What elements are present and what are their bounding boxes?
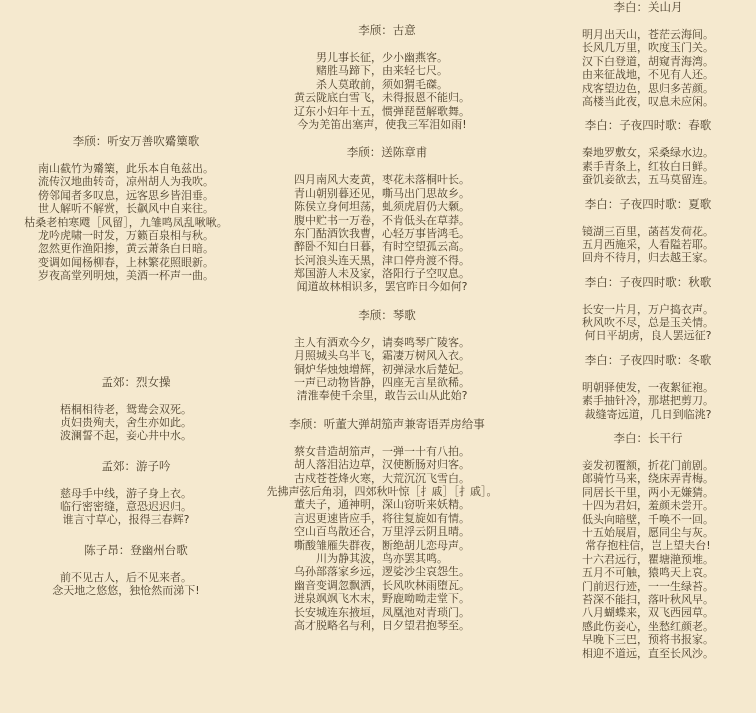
- poem-line: 陈侯立身何坦荡，虬须虎眉仍大颡。: [294, 200, 470, 214]
- poem-line: 苔深不能扫，落叶秋风早。: [582, 592, 714, 606]
- poem-line: 男儿事长征，少小幽燕客。: [316, 51, 448, 64]
- poem-line: 东门酤酒饮我曹，心轻万事皆鸿毛。: [294, 226, 470, 240]
- poem-title: 李颀：古意: [358, 23, 416, 37]
- poem-line: 清淮奉使千余里，敢告云山从此始?: [296, 389, 468, 403]
- poem-line: 明月出天山，苍茫云海间。: [582, 28, 714, 41]
- poem-line: 一声已动物皆静，四座无言星欲稀。: [294, 376, 470, 390]
- poem-line: 醉卧不知白日暮，有时空望孤云高。: [294, 240, 470, 254]
- poem-line: 戍客望边色，思归多苦颜。: [582, 81, 714, 95]
- poem-line: 杀人莫敢前，须如猬毛磔。: [316, 77, 448, 91]
- poem-line: 秋风吹不尽，总是玉关情。: [582, 316, 714, 330]
- poem-body: [540, 28, 756, 108]
- poem-line: 月照城头乌半飞，霜凄万树风入衣。: [294, 349, 470, 363]
- poem-line: 谁言寸草心，报得三春辉?: [62, 513, 190, 527]
- poem-line: 秦地罗敷女，采桑绿水边。: [582, 146, 714, 160]
- poem-line: 妾发初覆额，折花门前剧。: [582, 459, 714, 473]
- poem-line: 胡人落泪沾边草，汉使断肠对归客。: [294, 458, 470, 472]
- poem-line: 龙吟虎啸一时发，万籁百泉相与秋。: [38, 228, 214, 242]
- poem-body: [0, 403, 252, 443]
- poem-title: 李白：子夜四时歌：冬歌: [584, 352, 712, 367]
- poem-line: 慈母手中线，游子身上衣。: [60, 486, 192, 500]
- poem-body: [252, 173, 512, 294]
- poem-line: 贞妇贵殉夫，舍生亦如此。: [60, 415, 192, 429]
- poem-line: 五月不可触，猿鸣天上哀。: [582, 566, 714, 580]
- poem-line: 裁缝寄远道，几日到临洮?: [584, 407, 712, 421]
- left-column: [0, 0, 252, 598]
- poem-line: 低头向暗壁，千唤不一回。: [582, 512, 714, 526]
- poem-body: [0, 571, 252, 598]
- poem-body: [252, 445, 512, 632]
- poem-line: 四月南风大麦黄，枣花未落桐叶长。: [294, 173, 470, 187]
- poem-line: 世人解听不解赏，长飙风中自来往。: [38, 202, 214, 216]
- poem-title: 李白：长干行: [613, 431, 683, 446]
- poem-line: 汉下白登道，胡窥青海湾。: [582, 54, 714, 68]
- poem-line: 十六君远行，瞿塘滟预堆。: [582, 552, 714, 566]
- poem-line: 今为羌笛出塞声，使我三军泪如雨!: [297, 117, 467, 131]
- poem-line: 门前迟行迹，一一生绿苔。: [582, 579, 714, 593]
- poem-line: 镜湖三百里，菡萏发荷花。: [582, 224, 714, 238]
- poem-title: 李颀：送陈章甫: [346, 145, 428, 160]
- poem-body: [0, 487, 252, 527]
- poem-line: 长河浪头连天黑，津口停舟渡不得。: [294, 253, 470, 267]
- poem-body: [540, 146, 756, 186]
- poem-line: 感此伤妾心，坐愁红颜老。: [582, 619, 714, 633]
- poem-line: 高楼当此夜，叹息未应闲。: [582, 94, 714, 108]
- poem-line: 郎骑竹马来，绕床弄青梅。: [582, 472, 714, 486]
- poem-line: 素手青条上，红妆白日鲜。: [582, 159, 714, 173]
- poem-line: 蚕饥妾欲去，五马莫留连。: [582, 173, 714, 187]
- poem-line: 同居长干里，两小无嫌猜。: [582, 485, 714, 499]
- poem-line: 八月蝴蝶来，双飞西园草。: [582, 606, 714, 620]
- poem-line: 川为静其波，鸟亦罢其鸣。: [316, 551, 448, 565]
- poem-line: 枯桑老柏寒飕［风留］，九雏鸣凤乱啾啾。: [24, 215, 228, 229]
- poem-line: 临行密密缝，意恐迟迟归。: [60, 500, 192, 514]
- poem-title: 李白：子夜四时歌：春歌: [584, 118, 712, 133]
- poem-line: 言迟更速皆应手，将往复旋如有情。: [294, 511, 470, 525]
- poem-title: 李颀：听董大弹胡笳声兼寄语弄房给事: [289, 416, 485, 431]
- poem-line: 长风几万里，吹度玉门关。: [582, 41, 714, 55]
- poem-body: [252, 336, 512, 403]
- poem-line: 长安一片月，万户捣衣声。: [582, 302, 714, 316]
- poem-line: 相迎不道远，直至长风沙。: [582, 646, 714, 660]
- poem-line: 念天地之悠悠，独怆然而涕下!: [52, 584, 200, 598]
- poem-line: 迸泉飒飒飞木末，野鹿呦呦走堂下。: [294, 592, 470, 606]
- poem-line: 由来征战地，不见有人还。: [582, 68, 714, 82]
- poem-title: 李颀：琴歌: [358, 307, 416, 322]
- poem-body: [0, 162, 252, 283]
- poem-line: 嘶酸雏雁失群夜，断绝胡儿恋母声。: [294, 538, 470, 552]
- poem-line: 十四为君妇，羞颜未尝开。: [582, 499, 714, 513]
- poem-title: 孟郊：烈女操: [101, 374, 171, 389]
- poem-line: 傍邻闻者多叹息，远客思乡皆泪垂。: [38, 188, 214, 202]
- poem-line: 十五始展眉，愿同尘与灰。: [582, 525, 714, 539]
- poem-line: 回舟不待月，归去越王家。: [582, 251, 714, 265]
- poem-line: 梧桐相待老，鸳鸯会双死。: [60, 402, 192, 416]
- poem-body: [540, 225, 756, 265]
- middle-column: [252, 0, 512, 632]
- poem-line: 空山百鸟散还合，万里浮云阴且晴。: [294, 525, 470, 539]
- poem-body: [540, 459, 756, 660]
- poem-line: 五月西施采，人看隘若耶。: [582, 237, 714, 251]
- poem-line: 南山截竹为觱篥，此乐本自龟兹出。: [38, 162, 214, 175]
- poem-body: [540, 381, 756, 421]
- poem-line: 腹中贮书一万卷，不肯低头在草莽。: [294, 213, 470, 227]
- poem-title: 李白：关山月: [613, 0, 683, 14]
- poem-title: 陈子昂：登幽州台歌: [84, 542, 188, 557]
- poem-line: 长安城连东掖垣，凤凰池对青琐门。: [294, 605, 470, 619]
- poem-line: 青山朝别暮还见，嘶马出门思故乡。: [294, 186, 470, 200]
- poem-title: 李颀：听安万善吹觱篥歌: [72, 134, 200, 148]
- poem-line: 先拂声弦后角羽，四郊秋叶惊［扌戚］［扌戚］。: [266, 484, 498, 498]
- poem-line: 常存抱柱信，岂上望夫台!: [585, 539, 711, 553]
- poem-line: 郑国游人未及家，洛阳行子空叹息。: [294, 267, 470, 281]
- poem-line: 高才脱略名与利，日夕望君抱琴至。: [294, 618, 470, 632]
- poem-line: 闻道故林相识多，罢官昨日今如何?: [296, 280, 468, 294]
- poem-line: 变调如闻杨柳春，上林繁花照眼新。: [38, 255, 214, 269]
- poem-title: 李白：子夜四时歌：夏歌: [584, 196, 712, 211]
- poem-line: 赌胜马蹄下，由来轻七尺。: [316, 64, 448, 78]
- poem-title: 李白：子夜四时歌：秋歌: [584, 274, 712, 289]
- poem-line: 古戍苍苍烽火寒，大荒沉沉飞雪白。: [294, 471, 470, 485]
- poem-body: [540, 303, 756, 343]
- poem-line: 明朝驿使发，一夜絮征袍。: [582, 380, 714, 394]
- poem-line: 波澜誓不起，妾心井中水。: [60, 429, 192, 443]
- poem-line: 蔡女昔造胡笳声，一弹一十有八拍。: [294, 444, 470, 458]
- poem-line: 早晚下三巴，预将书报家。: [582, 633, 714, 647]
- poem-line: 何日平胡虏，良人罢远征?: [584, 329, 712, 343]
- poem-line: 铜炉华烛烛增辉，初弹渌水后楚妃。: [294, 362, 470, 376]
- poem-line: 黄云陇底白雪飞，未得报恩不能归。: [294, 91, 470, 105]
- poem-body: [252, 51, 512, 131]
- poem-line: 流传汉地曲转奇，凉州胡人为我吹。: [38, 175, 214, 189]
- poem-line: 辽东小妇年十五，惯弹琵琶解歌舞。: [294, 104, 470, 118]
- poem-line: 董夫子，通神明，深山窃听来妖精。: [294, 498, 470, 512]
- poem-line: 忽然更作渔阳掺，黄云萧条白日暗。: [38, 242, 214, 256]
- poem-line: 主人有酒欢今夕，请奏鸣琴广陵客。: [294, 335, 470, 349]
- poem-line: 岁夜高堂列明烛，美酒一杯声一曲。: [38, 269, 214, 283]
- right-column: [540, 0, 756, 660]
- poem-line: 前不见古人，后不见来者。: [60, 570, 192, 584]
- poem-line: 素手抽针冷，那堪把剪刀。: [582, 394, 714, 408]
- poem-line: 乌孙部落家乡远，逻娑沙尘哀怨生。: [294, 565, 470, 579]
- poem-title: 孟郊：游子吟: [101, 458, 171, 473]
- poem-line: 幽音变调忽飘洒，长风吹林雨堕瓦。: [294, 578, 470, 592]
